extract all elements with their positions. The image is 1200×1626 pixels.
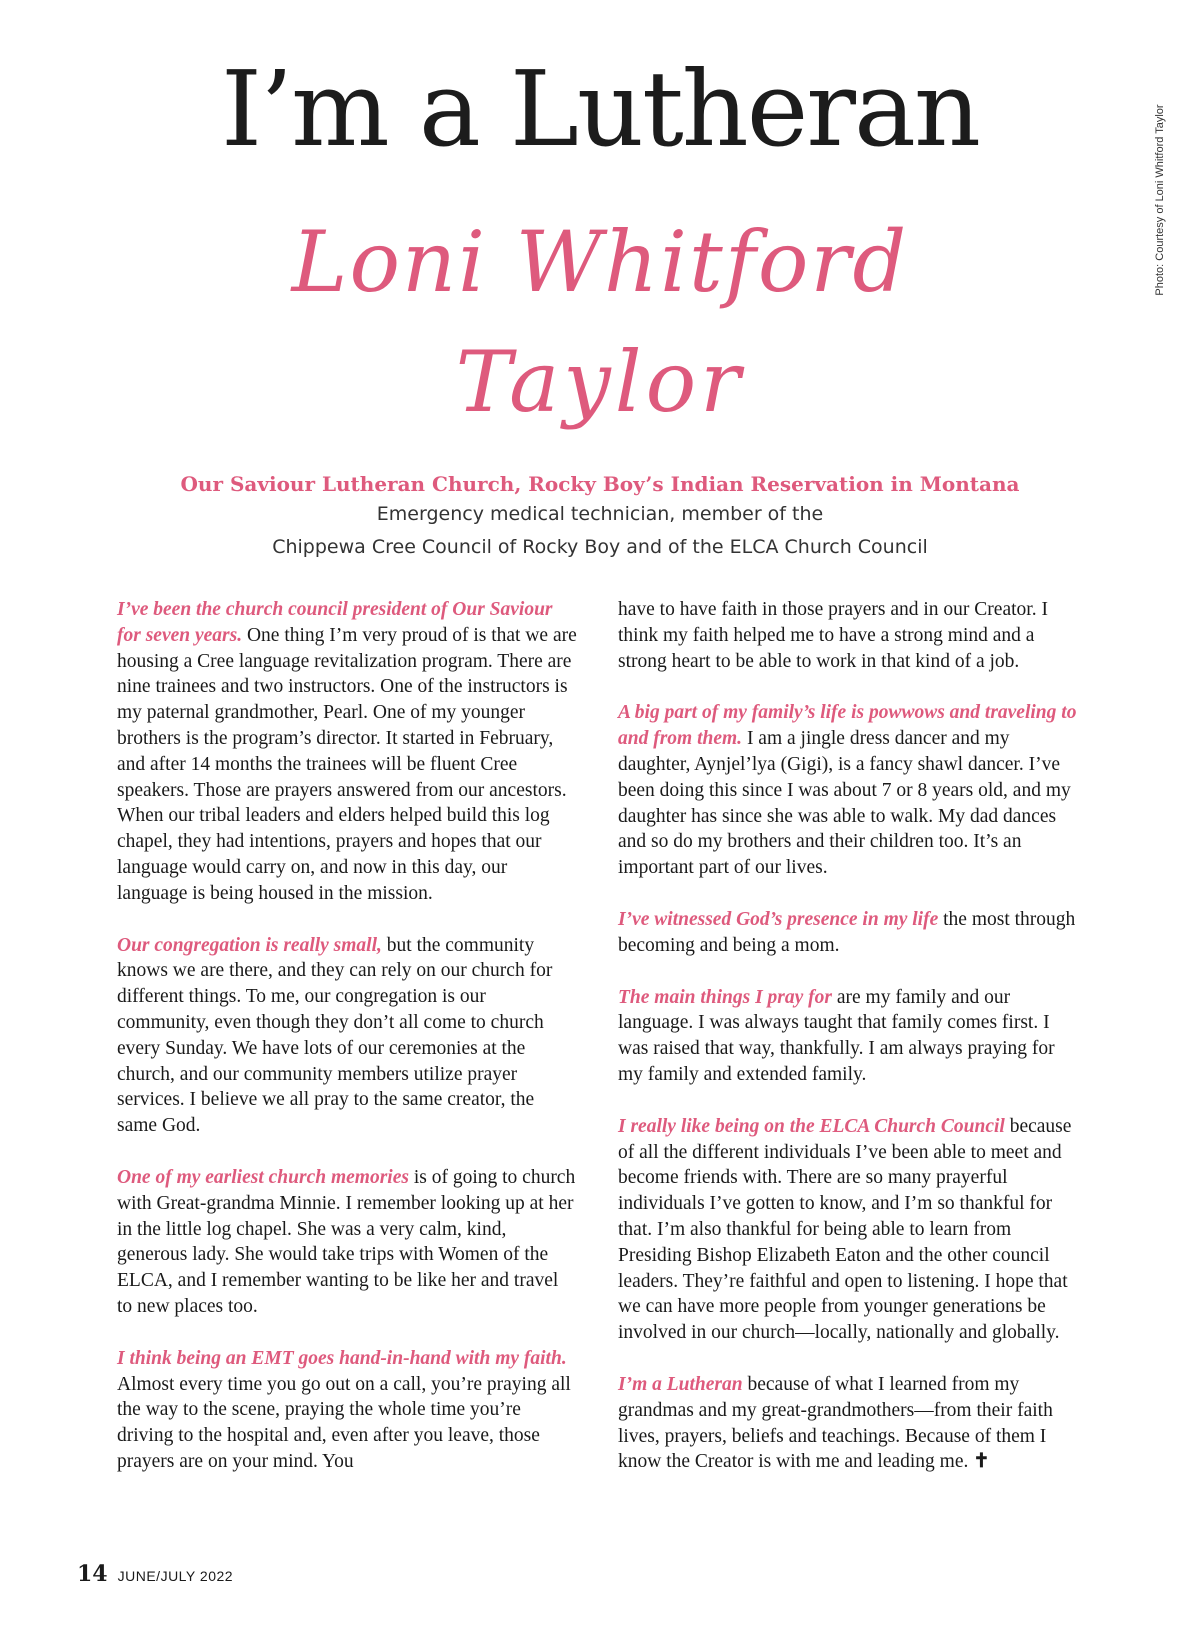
paragraph <box>618 907 1078 959</box>
paragraph <box>117 1165 577 1320</box>
paragraph-text: because of all the different individuals I’ve been able to meet and become friends with. There are so many prayerful individuals I’ve gotten to know, and I’m so thankful for that. I’m also thankful for being able to learn from Presiding Bishop Elizabeth Eaton and the other council leaders. They’re faithful and open to listening. I hope that we can have more people from younger generations be involved in our church—locally, nationally and globally. <box>618 1115 1072 1344</box>
left-column <box>117 597 577 1501</box>
paragraph <box>117 1346 577 1475</box>
paragraph <box>117 597 577 907</box>
paragraph-lead: One of my earliest church memories <box>117 1166 409 1188</box>
paragraph <box>117 933 577 1139</box>
paragraph-text: I am a jingle dress dancer and my daughter, Aynjel’lya (Gigi), is a fancy shawl dancer. I’ve been doing this since I was about 7 or 8 years old, and my daughter has since she was able to walk. My dad dances and so do my brothers and their children too. It’s an important part of our lives. <box>618 728 1071 879</box>
paragraph-text: is of going to church with Great-grandma Minnie. I remember looking up at her in the little log chapel. She was a very calm, kind, generous lady. She would take trips with Women of the ELCA, and I remember wanting to be like her and travel to new places too. <box>117 1166 576 1317</box>
church-subtitle: Our Saviour Lutheran Church, Rocky Boy’s Indian Reservation in Montana <box>180 472 1020 496</box>
paragraph-text: Almost every time you go out on a call, you’re praying all the way to the scene, praying the whole time you’re driving to the hospital and, even after you leave, those prayers are on your mind. You <box>117 1373 571 1472</box>
paragraph-lead: Our congregation is really small, <box>117 934 382 956</box>
paragraph-lead: I’ve been the church council president of Our Saviour for seven years. <box>117 599 553 646</box>
profile-name-line-2: Taylor <box>455 333 745 431</box>
issue-date: JUNE/JULY 2022 <box>117 1568 234 1584</box>
page-title: I’m a Lutheran <box>221 48 979 170</box>
paragraph-text: One thing I’m very proud of is that we are housing a Cree language revitalization program. There are nine trainees and two instructors. One of the instructors is my paternal grandmother, Pearl. One of my younger brothers is the program’s director. It started in February, and after 14 months the trainees will be fluent Cree speakers. Those are prayers answered from our ancestors. When our tribal leaders and elders helped build this log chapel, they had intentions, prayers and hopes that our language would carry on, and now in this day, our language is being housed in the mission. <box>117 624 577 904</box>
paragraph-lead: I think being an EMT goes hand-in-hand with my faith. <box>117 1347 567 1369</box>
paragraph <box>618 700 1078 881</box>
paragraph <box>618 1114 1078 1346</box>
profile-name-line-1: Loni Whitford <box>291 213 909 311</box>
paragraph <box>618 1372 1078 1475</box>
right-column <box>618 597 1078 1501</box>
paragraph <box>618 597 1078 674</box>
paragraph-lead: A big part of my family’s life is powwows and traveling to and from them. <box>618 702 1077 750</box>
paragraph-lead: The main things I pray for <box>618 986 832 1008</box>
paragraph-lead: I’m a Lutheran <box>618 1373 743 1395</box>
role-line-1: Emergency medical technician, member of the <box>376 503 824 525</box>
paragraph <box>618 985 1078 1088</box>
cross-icon: ✝ <box>973 1451 990 1473</box>
page-footer <box>77 1561 233 1587</box>
paragraph-lead: I’ve witnessed God’s presence in my life <box>618 908 939 930</box>
paragraph-text: but the community knows we are there, and they can rely on our church for different things. To me, our congregation is our community, even though they don’t all come to church every Sunday. We have lots of our ceremonies at the church, and our community members utilize prayer services. I believe we all pray to the same creator, the same God. <box>117 934 553 1137</box>
page-number: 14 <box>77 1561 108 1587</box>
photo-credit: Photo: Courtesy of Loni Whitford Taylor <box>1154 104 1166 296</box>
paragraph-lead: I really like being on the ELCA Church Council <box>618 1115 1005 1137</box>
role-line-2: Chippewa Cree Council of Rocky Boy and of the ELCA Church Council <box>272 536 928 558</box>
paragraph-text: have to have faith in those prayers and in our Creator. I think my faith helped me to have a strong mind and a strong heart to be able to work in that kind of a job. <box>618 599 1048 672</box>
paragraph-text: the most through becoming and being a mom. <box>618 908 1076 956</box>
paragraph-text: because of what I learned from my grandmas and my great-grandmothers—from their faith lives, prayers, beliefs and teachings. Because of them I know the Creator is with me and leading me. <box>618 1373 1053 1473</box>
paragraph-text: are my family and our language. I was always taught that family comes first. I was raised that way, thankfully. I am always praying for my family and extended family. <box>618 986 1055 1085</box>
